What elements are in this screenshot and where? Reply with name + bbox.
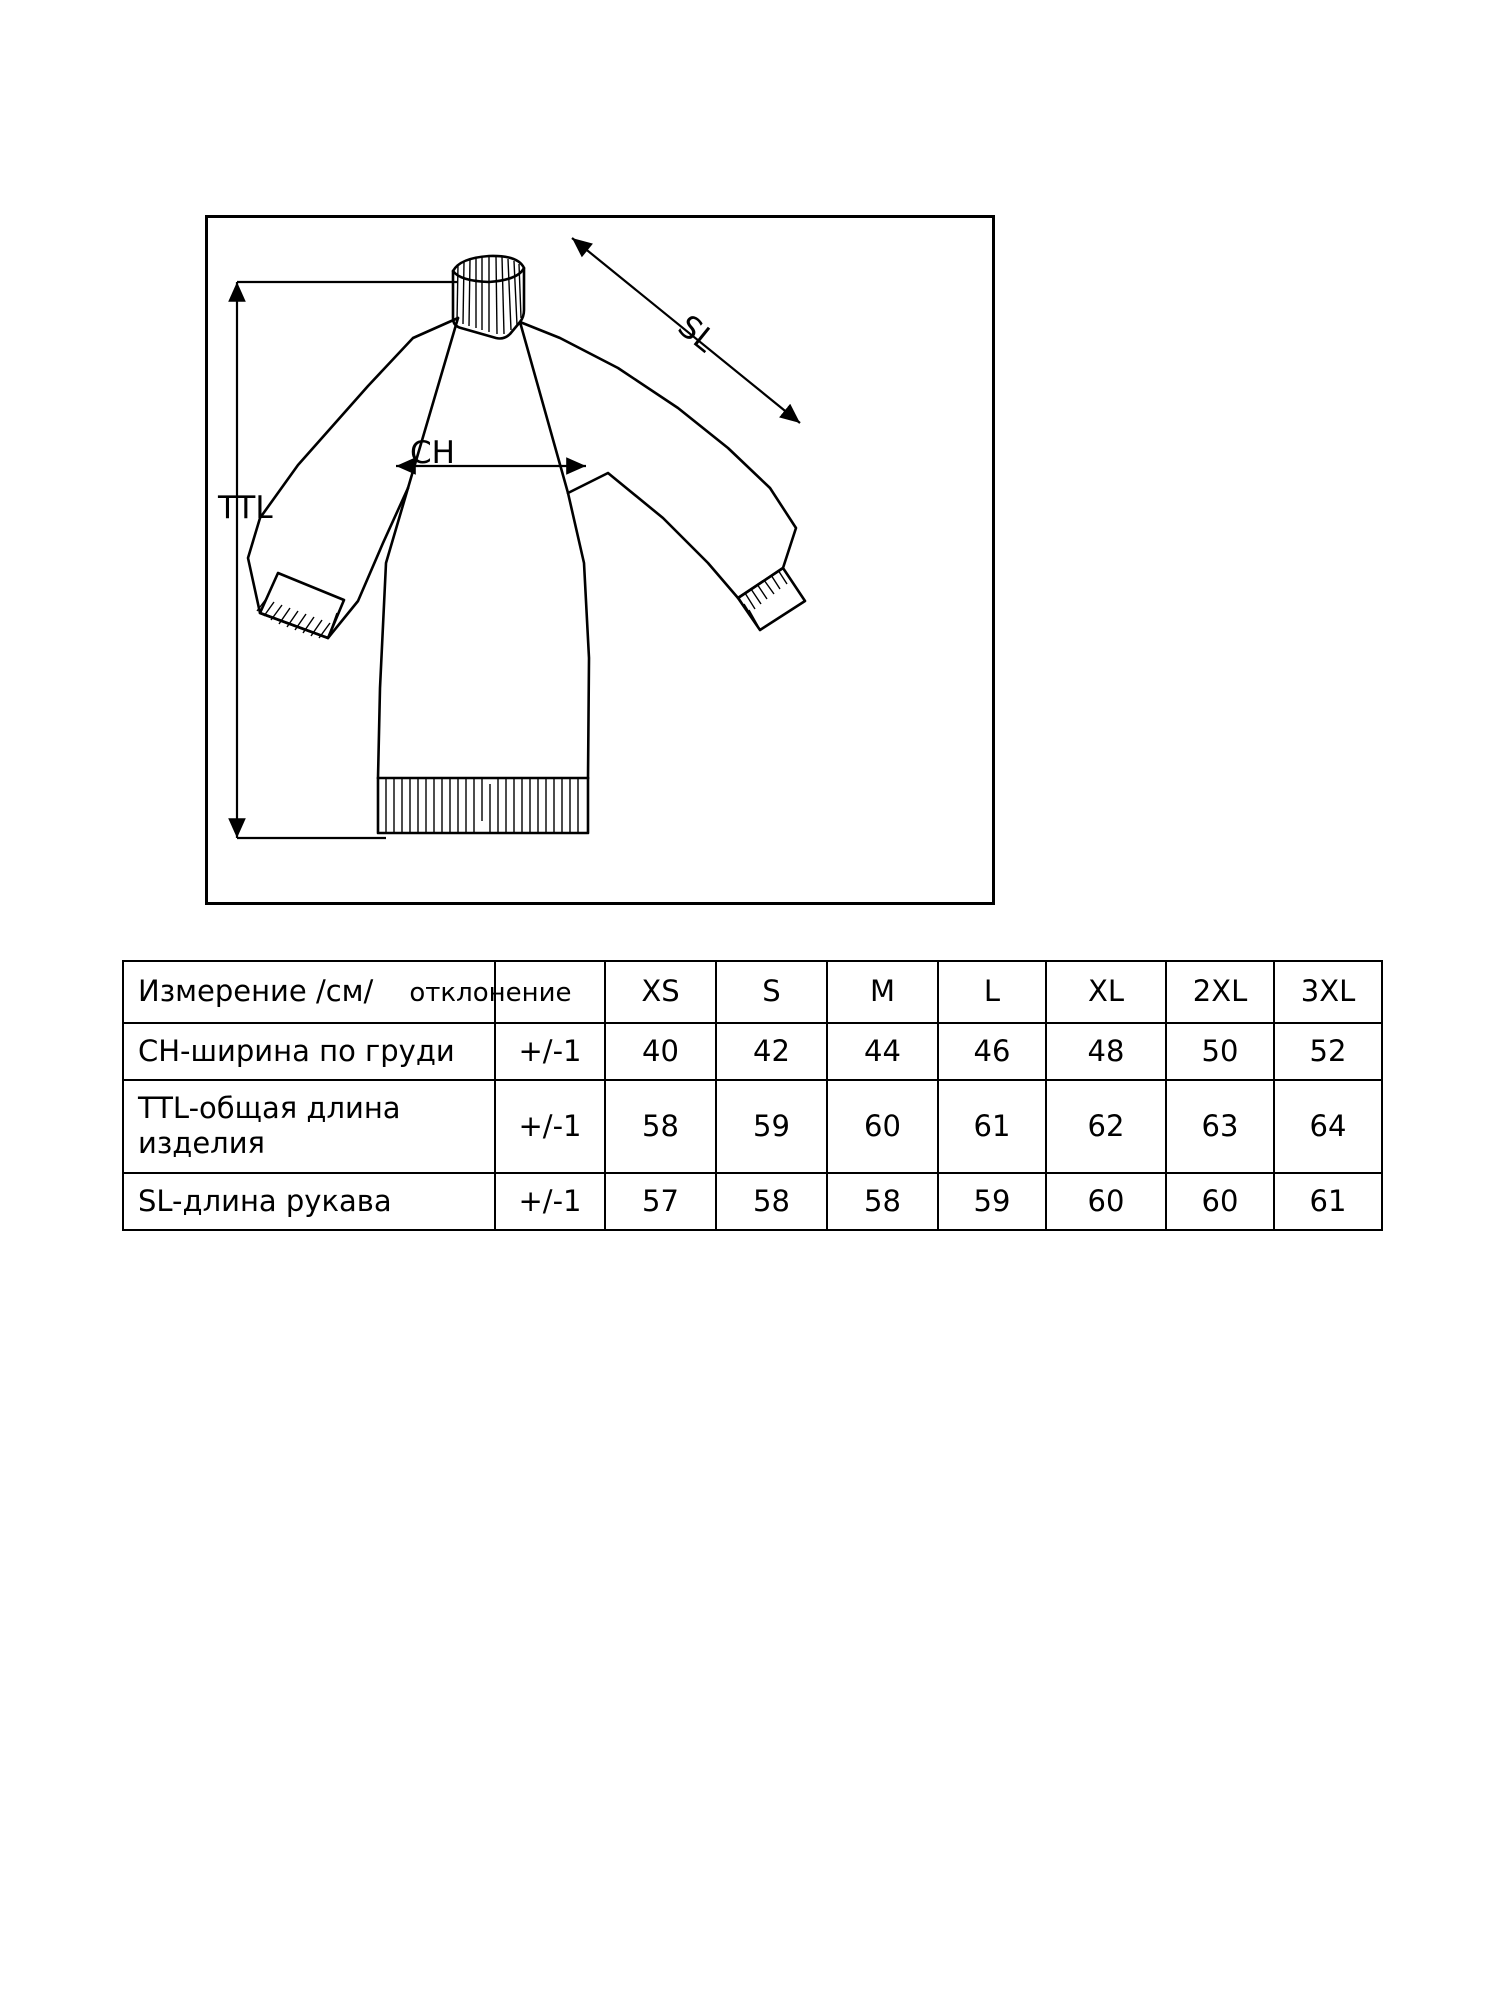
header-measurement (123, 961, 572, 1023)
row-sleeve-l: 59 (938, 1173, 1046, 1230)
body-right-side (568, 493, 589, 778)
table-row (123, 1080, 1382, 1173)
hem-ribbing (386, 778, 578, 833)
garment-diagram-panel (205, 215, 995, 905)
left-cuff-ribbing (257, 599, 337, 638)
body-left-side (378, 488, 408, 778)
row-chest-2xl: 50 (1166, 1023, 1274, 1080)
ttl-dimension-arrow (237, 282, 458, 838)
row-sleeve-xl: 60 (1046, 1173, 1166, 1230)
right-raglan-seam (520, 322, 568, 493)
row-chest-deviation: +/-1 (495, 1023, 605, 1080)
row-length-s: 59 (716, 1080, 827, 1173)
table-row (123, 1173, 1382, 1230)
table-row (123, 1023, 1382, 1080)
row-length-xl: 62 (1046, 1080, 1166, 1173)
row-sleeve-xs: 57 (605, 1173, 716, 1230)
row-sleeve-label: SL-длина рукава (123, 1173, 495, 1230)
row-sleeve-3xl: 61 (1274, 1173, 1382, 1230)
row-length-m: 60 (827, 1080, 938, 1173)
header-size-m: M (827, 961, 938, 1023)
row-sleeve-m: 58 (827, 1173, 938, 1230)
garment-diagram-svg (208, 218, 992, 902)
ch-label: CH (410, 435, 455, 471)
header-size-2xl: 2XL (1166, 961, 1274, 1023)
row-sleeve-deviation: +/-1 (495, 1173, 605, 1230)
row-chest-m: 44 (827, 1023, 938, 1080)
header-size-xl: XL (1046, 961, 1166, 1023)
row-length-deviation: +/-1 (495, 1080, 605, 1173)
table-header-row (123, 961, 1382, 1023)
row-chest-label: CH-ширина по груди (123, 1023, 495, 1080)
size-chart-table (122, 960, 1383, 1231)
row-chest-3xl: 52 (1274, 1023, 1382, 1080)
row-length-l: 61 (938, 1080, 1046, 1173)
header-size-3xl: 3XL (1274, 961, 1382, 1023)
row-sleeve-2xl: 60 (1166, 1173, 1274, 1230)
header-size-l: L (938, 961, 1046, 1023)
row-length-2xl: 63 (1166, 1080, 1274, 1173)
row-length-3xl: 64 (1274, 1080, 1382, 1173)
header-size-xs: XS (605, 961, 716, 1023)
row-length-xs: 58 (605, 1080, 716, 1173)
right-sleeve-outline (520, 322, 796, 598)
row-chest-xl: 48 (1046, 1023, 1166, 1080)
row-chest-l: 46 (938, 1023, 1046, 1080)
row-length-label: TTL-общая длина изделия (123, 1080, 495, 1173)
collar-ribbing (457, 256, 521, 334)
header-measurement-label: Измерение /см/ (138, 974, 374, 1008)
sl-label: SL (670, 308, 723, 360)
row-sleeve-s: 58 (716, 1173, 827, 1230)
header-size-s: S (716, 961, 827, 1023)
ttl-label: TTL (218, 490, 273, 526)
header-deviation-label: отклонение (409, 978, 572, 1008)
sweatshirt-outline (248, 256, 805, 833)
row-chest-s: 42 (716, 1023, 827, 1080)
row-chest-xs: 40 (605, 1023, 716, 1080)
left-sleeve-outline (248, 318, 458, 638)
